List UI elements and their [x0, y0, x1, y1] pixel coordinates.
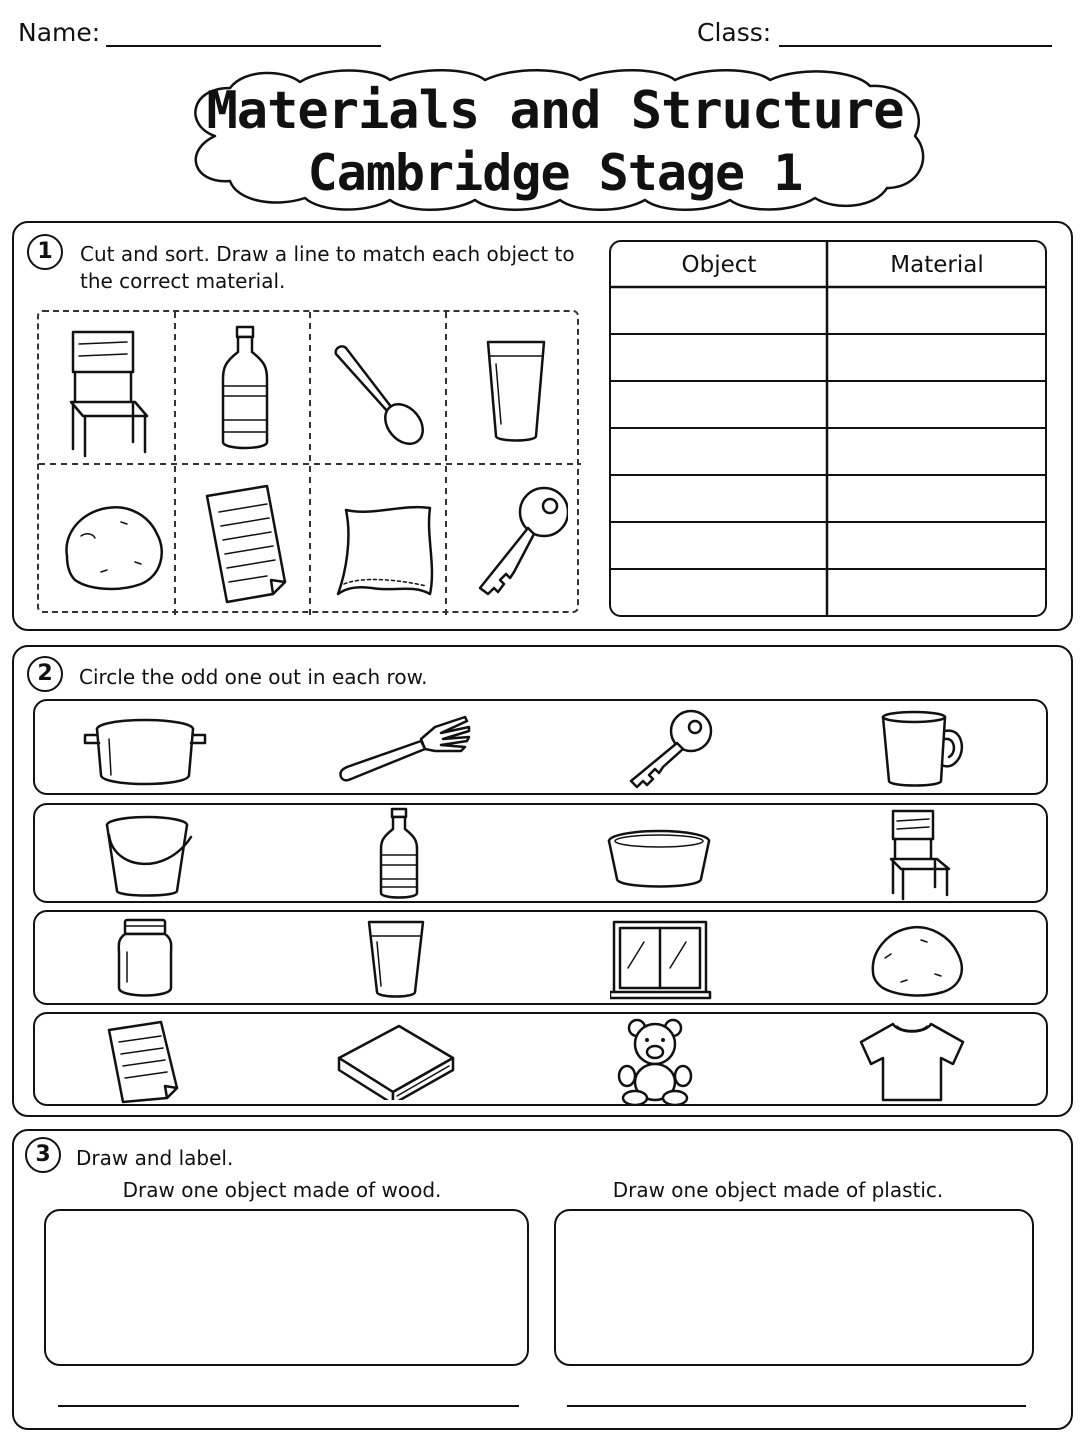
book-icon[interactable] — [335, 1022, 457, 1100]
cut-out-grid — [37, 310, 579, 613]
section-1-instruction: Cut and sort. Draw a line to match each object to the correct material. — [80, 242, 575, 293]
chair-icon — [61, 324, 156, 459]
section-3-number: 3 — [25, 1137, 61, 1173]
wood-drawing-box[interactable] — [44, 1209, 529, 1366]
wood-drawing-prompt: Draw one object made of wood. — [122, 1178, 442, 1202]
section-2-number: 2 — [27, 656, 63, 692]
glass-icon — [468, 324, 563, 454]
section-3-instruction: Draw and label. — [76, 1146, 234, 1170]
odd-one-out-row-4 — [33, 1012, 1048, 1106]
key-icon — [468, 476, 568, 606]
cut-card-glass[interactable] — [446, 312, 581, 463]
plastic-drawing-box[interactable] — [554, 1209, 1034, 1366]
spoon-icon — [332, 324, 432, 454]
sorting-table — [609, 240, 1047, 617]
rock-icon[interactable] — [869, 922, 965, 998]
name-label: Name: — [18, 18, 101, 47]
paper-icon[interactable] — [105, 1018, 185, 1104]
rock-icon — [61, 476, 171, 606]
cut-card-paper[interactable] — [175, 464, 310, 615]
odd-one-out-row-2 — [33, 803, 1048, 903]
cut-card-cloth[interactable] — [310, 464, 445, 615]
bucket-icon[interactable] — [103, 811, 195, 899]
cut-card-key[interactable] — [446, 464, 581, 615]
name-field[interactable] — [106, 45, 381, 47]
cloth-icon — [332, 476, 442, 606]
table-header-object: Object — [681, 252, 757, 278]
jar-icon[interactable] — [115, 916, 177, 1000]
cut-card-spoon[interactable] — [310, 312, 445, 463]
paper-icon — [197, 476, 297, 606]
mug-icon[interactable] — [879, 709, 969, 789]
window-icon[interactable] — [610, 918, 712, 1002]
odd-one-out-row-3 — [33, 910, 1048, 1005]
glass-icon[interactable] — [365, 918, 429, 1000]
cut-card-rock[interactable] — [39, 464, 174, 615]
pot-icon[interactable] — [81, 713, 211, 789]
page-subtitle: Cambridge Stage 1 — [307, 144, 803, 202]
section-1-number: 1 — [27, 234, 63, 270]
cut-card-chair[interactable] — [39, 312, 174, 463]
key-icon[interactable] — [625, 707, 715, 791]
bowl-icon[interactable] — [605, 827, 715, 893]
page-title: Materials and Structure — [206, 81, 904, 141]
plastic-label-line[interactable] — [567, 1405, 1026, 1407]
chair-icon[interactable] — [887, 807, 957, 903]
wood-label-line[interactable] — [58, 1405, 519, 1407]
plastic-drawing-prompt: Draw one object made of plastic. — [612, 1178, 944, 1202]
plastic-bottle-icon[interactable] — [375, 807, 425, 903]
cut-card-bottle[interactable] — [175, 312, 310, 463]
teddy-bear-icon[interactable] — [615, 1016, 695, 1106]
fork-icon[interactable] — [337, 713, 472, 785]
odd-one-out-row-1 — [33, 699, 1048, 795]
class-field[interactable] — [779, 45, 1052, 47]
section-2-instruction: Circle the odd one out in each row. — [79, 665, 428, 689]
table-header-material: Material — [890, 252, 984, 278]
t-shirt-icon[interactable] — [857, 1018, 967, 1104]
class-label: Class: — [697, 18, 772, 47]
plastic-bottle-icon — [197, 324, 292, 459]
